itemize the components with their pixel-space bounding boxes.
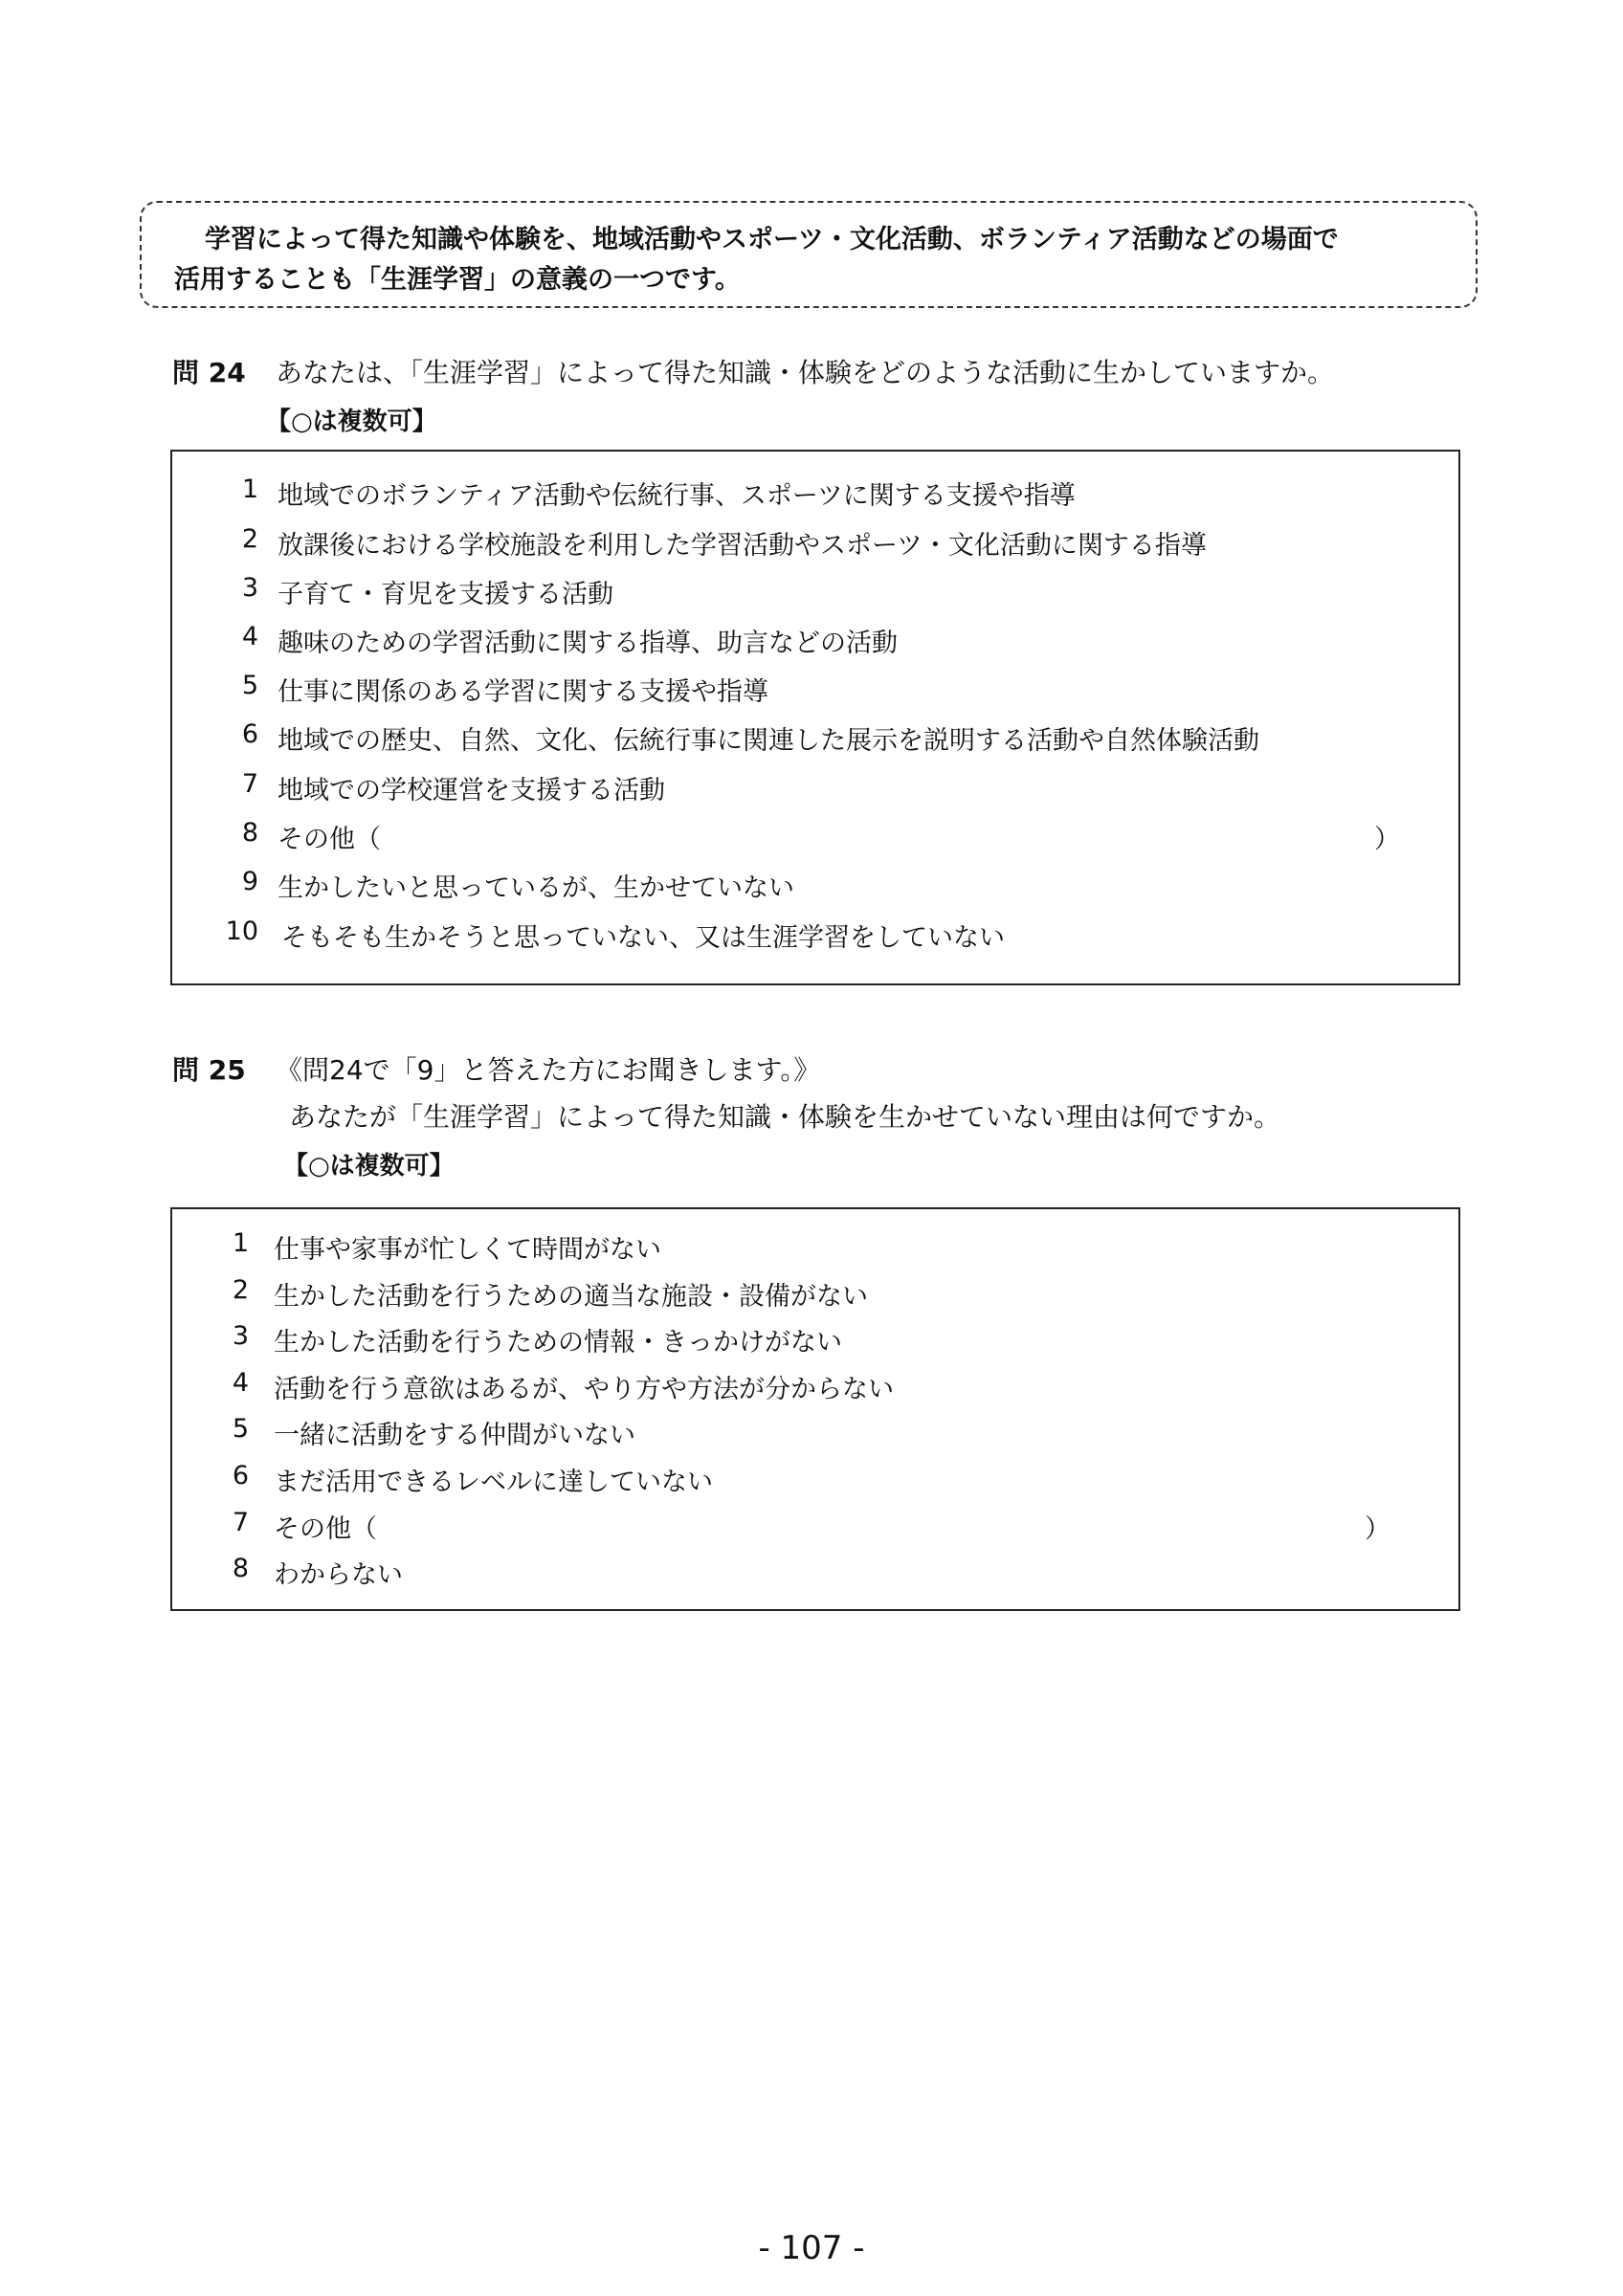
intro-line-1: 学習によって得た知識や体験を、地域活動やスポーツ・文化活動、ボランティア活動などの場面で	[205, 225, 1339, 254]
q24-text: あなたは、「生涯学習」によって得た知識・体験をどのような活動に生かしていますか。	[276, 357, 1335, 388]
q25-option[interactable]: 1 仕事や家事が忙しくて時間がない	[232, 1228, 661, 1265]
q24-option[interactable]: 9 生かしたいと思っているが、生かせていない	[241, 867, 794, 903]
q25-option[interactable]: 8 わからない	[232, 1554, 403, 1590]
q25-condition: 《問24で「9」と答えた方にお聞きします。》	[276, 1054, 821, 1086]
q24-note: 【○は複数可】	[266, 408, 437, 436]
q25-option-other[interactable]: 7 その他（	[232, 1508, 377, 1544]
q24-options-box	[170, 450, 1460, 985]
q24-option[interactable]: 10 そもそも生かそうと思っていない、又は生涯学習をしていない	[225, 916, 1005, 953]
intro-note-box	[140, 201, 1478, 308]
q25-number: 問 25	[172, 1054, 246, 1086]
q25-option[interactable]: 5 一緒に活動をする仲間がいない	[232, 1414, 635, 1450]
q25-option[interactable]: 2 生かした活動を行うための適当な施設・設備がない	[232, 1275, 868, 1312]
q25-options-box	[170, 1207, 1460, 1611]
q24-option[interactable]: 1 地域でのボランティア活動や伝統行事、スポーツに関する支援や指導	[241, 475, 1076, 511]
q24-option[interactable]: 6 地域での歴史、自然、文化、伝統行事に関連した展示を説明する活動や自然体験活動	[241, 719, 1259, 756]
q25-note: 【○は複数可】	[283, 1152, 455, 1181]
q24-option[interactable]: 4 趣味のための学習活動に関する指導、助言などの活動	[241, 622, 898, 658]
intro-line-2: 活用することも「生涯学習」の意義の一つです。	[174, 265, 741, 295]
q25-option[interactable]: 6 まだ活用できるレベルに達していない	[232, 1461, 713, 1497]
q25-option[interactable]: 3 生かした活動を行うための情報・きっかけがない	[232, 1321, 842, 1358]
q24-option[interactable]: 3 子育て・育児を支援する活動	[241, 573, 613, 609]
q24-option-other[interactable]: 8 その他（	[241, 818, 381, 854]
q25-option[interactable]: 4 活動を行う意欲はあるが、やり方や方法が分からない	[232, 1368, 894, 1404]
q24-option[interactable]: 5 仕事に関係のある学習に関する支援や指導	[241, 671, 768, 707]
page-number: - 107 -	[758, 2229, 865, 2267]
q25-text: あなたが「生涯学習」によって得た知識・体験を生かせていない理由は何ですか。	[289, 1101, 1281, 1133]
q24-other-close-paren: ）	[1374, 825, 1400, 854]
q24-option[interactable]: 2 放課後における学校施設を利用した学習活動やスポーツ・文化活動に関する指導	[241, 524, 1207, 561]
q25-other-close-paren: ）	[1365, 1514, 1390, 1544]
q24-number: 問 24	[172, 357, 246, 388]
q24-option[interactable]: 7 地域での学校運営を支援する活動	[241, 769, 665, 806]
